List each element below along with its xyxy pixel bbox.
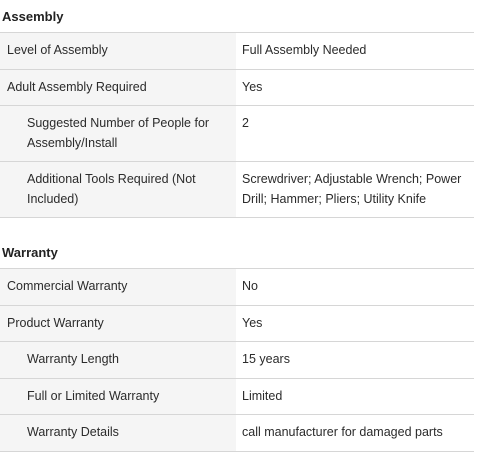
spec-label: Warranty Details	[0, 415, 236, 451]
spec-label: Adult Assembly Required	[0, 70, 236, 106]
spec-value: Screwdriver; Adjustable Wrench; Power Drill; Hammer; Pliers; Utility Knife	[236, 162, 474, 217]
spec-label: Level of Assembly	[0, 33, 236, 69]
spec-value: Limited	[236, 379, 474, 415]
table-row	[0, 415, 474, 452]
spec-label: Suggested Number of People for Assembly/Install	[0, 106, 236, 161]
table-row	[0, 70, 474, 107]
spec-value: 2	[236, 106, 474, 161]
table-row	[0, 269, 474, 306]
warranty-spec-table	[0, 268, 474, 452]
section-title-warranty: Warranty	[2, 245, 58, 260]
table-row	[0, 342, 474, 379]
spec-label: Product Warranty	[0, 306, 236, 342]
assembly-spec-table	[0, 32, 474, 218]
spec-label: Full or Limited Warranty	[0, 379, 236, 415]
table-row	[0, 379, 474, 416]
spec-value: No	[236, 269, 474, 305]
spec-value: Yes	[236, 306, 474, 342]
spec-value: call manufacturer for damaged parts	[236, 415, 474, 451]
table-row	[0, 306, 474, 343]
spec-value: 15 years	[236, 342, 474, 378]
spec-value: Yes	[236, 70, 474, 106]
table-row	[0, 33, 474, 70]
spec-label: Commercial Warranty	[0, 269, 236, 305]
spec-value: Full Assembly Needed	[236, 33, 474, 69]
spec-label: Additional Tools Required (Not Included)	[0, 162, 236, 217]
spec-label: Warranty Length	[0, 342, 236, 378]
section-title-assembly: Assembly	[2, 9, 64, 24]
table-row	[0, 106, 474, 162]
table-row	[0, 162, 474, 218]
